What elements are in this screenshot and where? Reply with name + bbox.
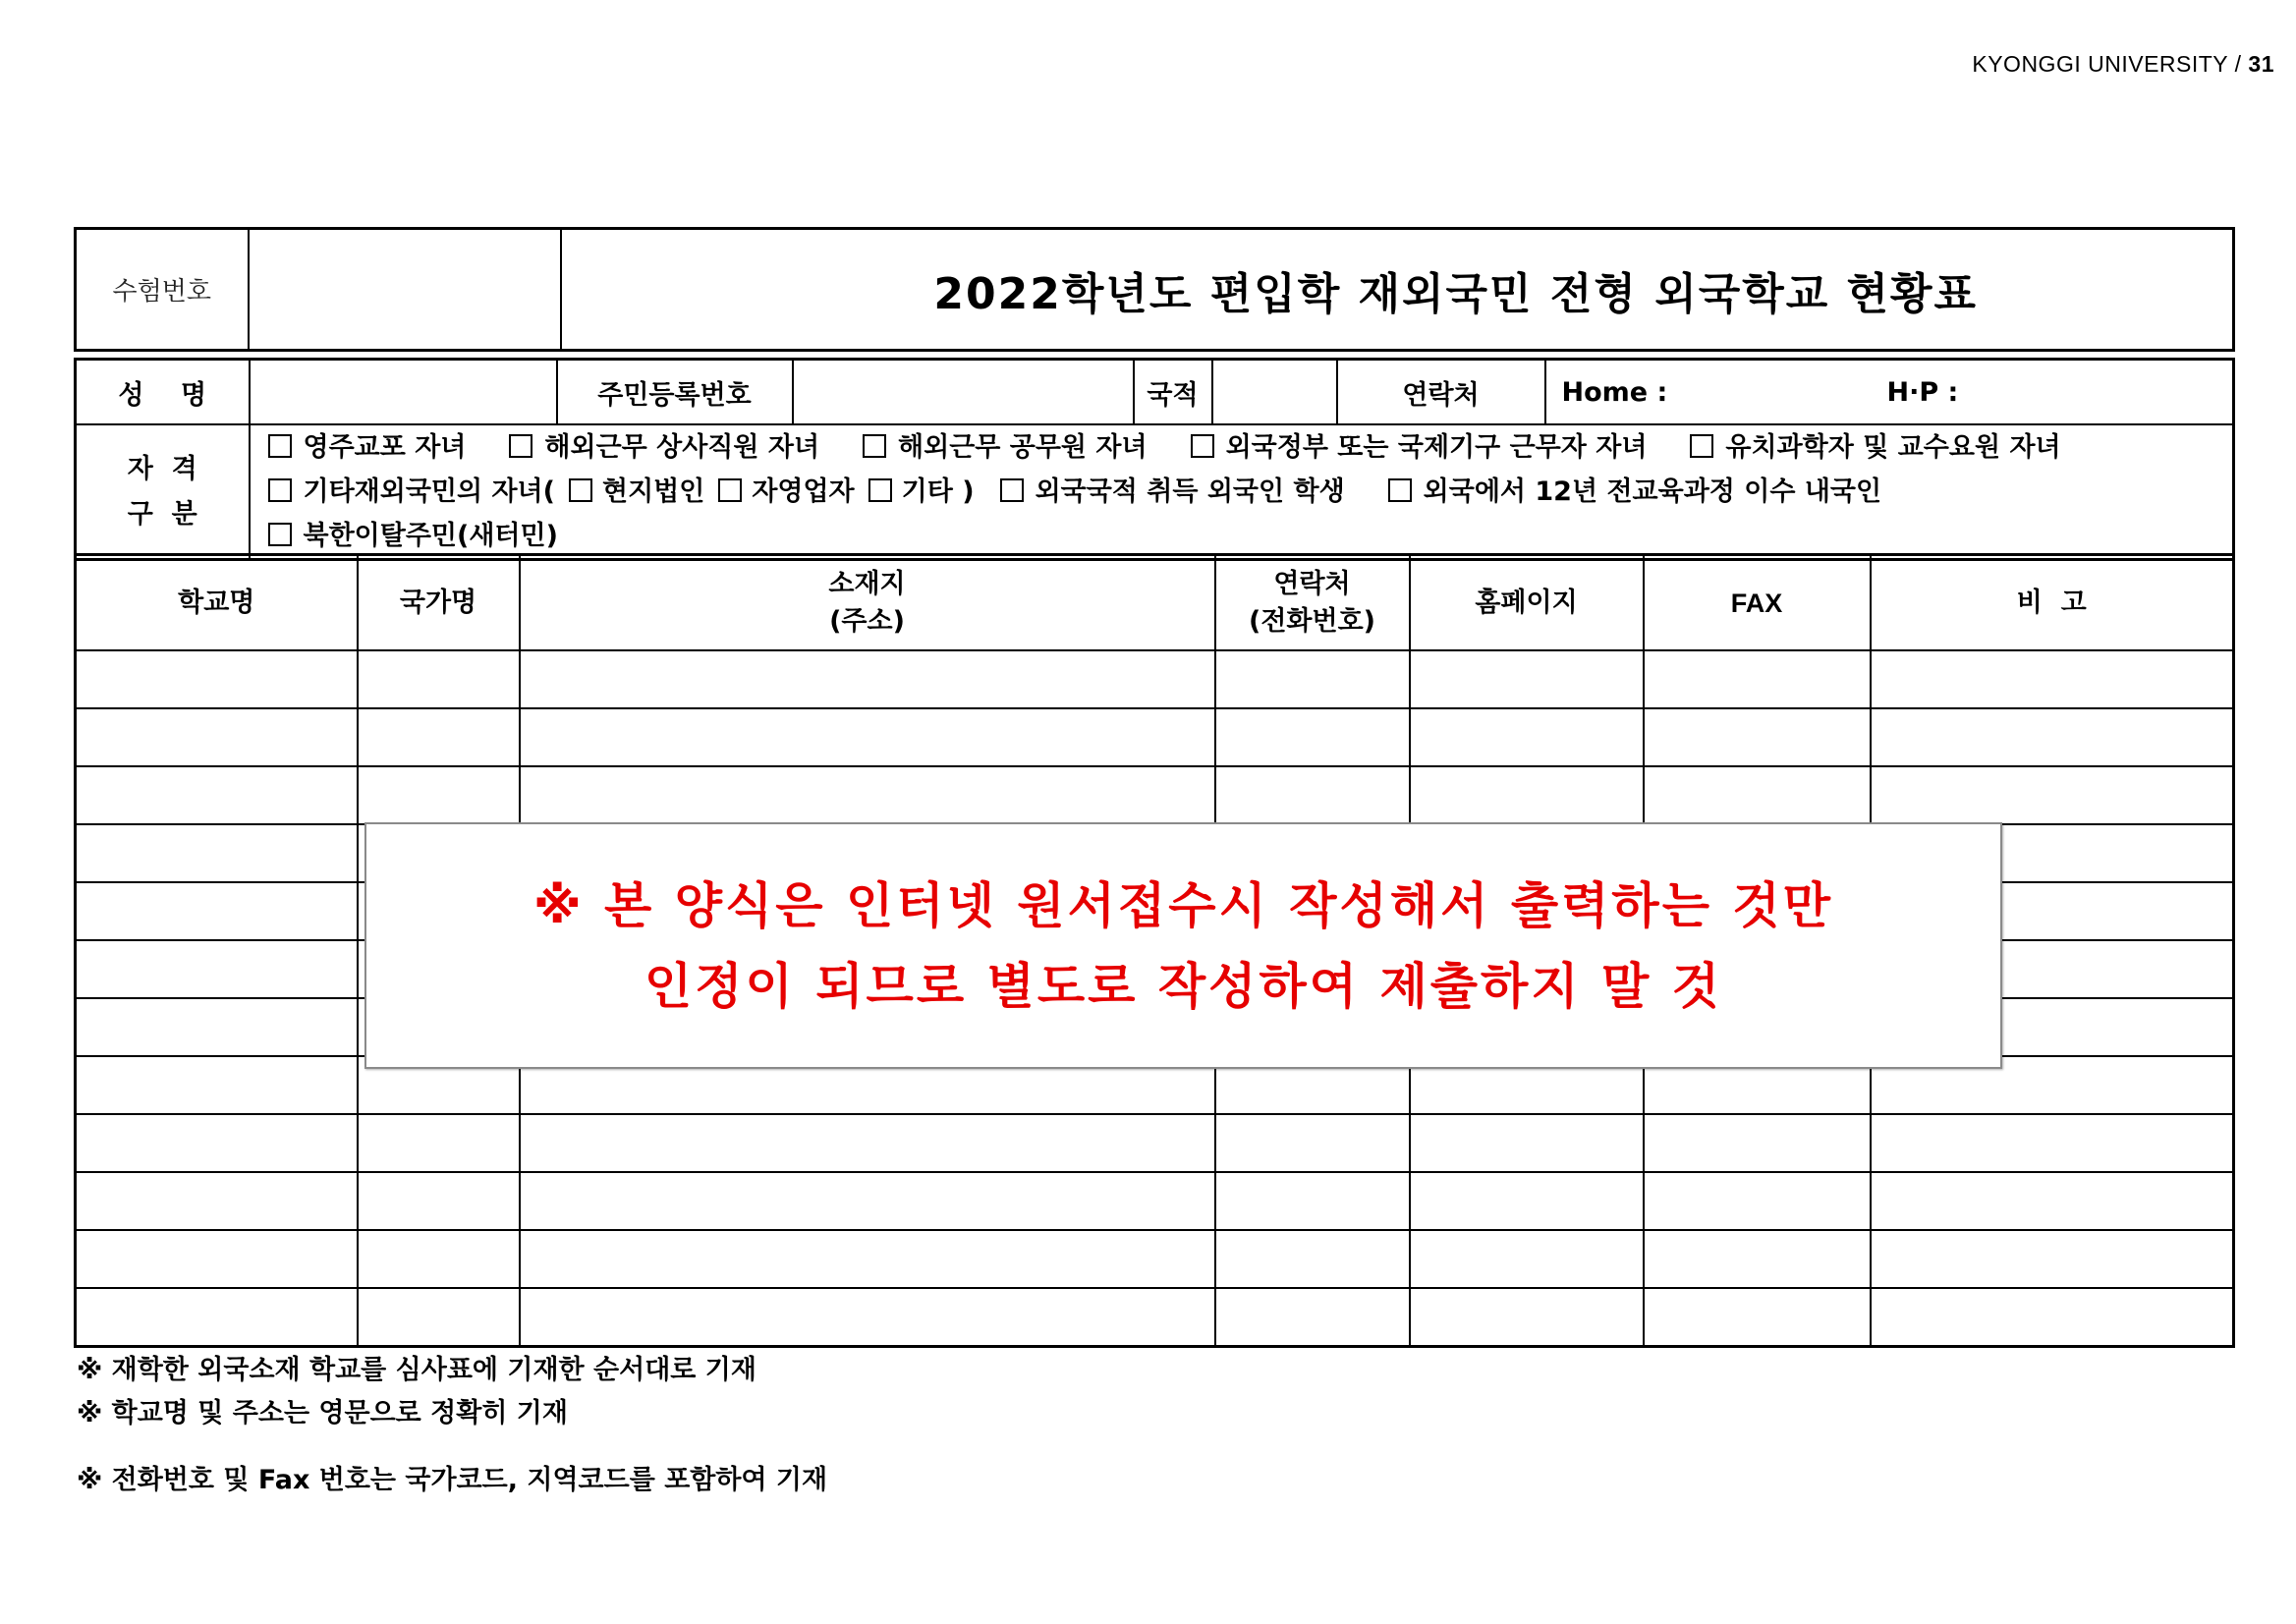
header-separator: / <box>2234 51 2242 77</box>
homepage-cell[interactable] <box>1410 1288 1644 1347</box>
footnote-2: ※ 학교명 및 주소는 영문으로 정확히 기재 <box>77 1398 568 1428</box>
fax-cell[interactable] <box>1644 1288 1871 1347</box>
address-cell[interactable] <box>520 650 1215 708</box>
remarks-cell[interactable] <box>1871 1230 2234 1288</box>
checkbox-icon[interactable] <box>1690 434 1713 458</box>
school-name-cell[interactable] <box>76 998 358 1056</box>
footnote-3: ※ 전화번호 및 Fax 번호는 국가코드, 지역코드를 포함하여 기재 <box>77 1465 828 1495</box>
homepage-cell[interactable] <box>1410 650 1644 708</box>
homepage-cell[interactable] <box>1410 1114 1644 1172</box>
university-name: KYONGGI UNIVERSITY <box>1972 51 2228 77</box>
country-cell[interactable] <box>358 1288 520 1347</box>
country-cell[interactable] <box>358 650 520 708</box>
remarks-cell[interactable] <box>1871 766 2234 824</box>
contact-cell[interactable] <box>1215 1172 1410 1230</box>
homepage-cell[interactable] <box>1410 1230 1644 1288</box>
option-overseas-government[interactable]: 해외근무 공무원 자녀 <box>863 432 1148 463</box>
school-name-cell[interactable] <box>76 882 358 940</box>
homepage-cell[interactable] <box>1410 708 1644 766</box>
qualification-row-2 <box>268 470 2225 514</box>
contact-cell[interactable] <box>1215 650 1410 708</box>
school-table-header <box>76 555 2234 651</box>
table-row <box>76 708 2234 766</box>
home-phone-label: Home : <box>1561 376 1668 408</box>
header-fax: FAX <box>1644 555 1871 651</box>
header-school-name: 학교명 <box>76 555 358 651</box>
checkbox-icon[interactable] <box>268 478 292 502</box>
fax-cell[interactable] <box>1644 1230 1871 1288</box>
option-self-employed: 자영업자 <box>752 476 855 507</box>
resident-id-field[interactable] <box>793 360 1134 425</box>
contact-cell[interactable] <box>1215 1114 1410 1172</box>
checkbox-icon[interactable] <box>868 478 892 502</box>
contact-cell[interactable] <box>1215 766 1410 824</box>
option-permanent-resident[interactable]: 영주교포 자녀 <box>268 432 467 463</box>
exam-number-field[interactable] <box>249 229 561 351</box>
option-local-corp: 현지법인 <box>601 476 705 507</box>
page-number: 31 <box>2248 51 2274 77</box>
table-row <box>76 766 2234 824</box>
header-country: 국가명 <box>358 555 520 651</box>
checkbox-icon[interactable] <box>509 434 532 458</box>
country-cell[interactable] <box>358 1172 520 1230</box>
address-cell[interactable] <box>520 1114 1215 1172</box>
option-foreign-government[interactable]: 외국정부 또는 국제기구 근무자 자녀 <box>1191 432 1648 463</box>
table-row <box>76 1288 2234 1347</box>
address-cell[interactable] <box>520 1230 1215 1288</box>
exam-number-label: 수험번호 <box>76 229 249 351</box>
checkbox-icon[interactable] <box>1000 478 1024 502</box>
footnote-1: ※ 재학한 외국소재 학교를 심사표에 기재한 순서대로 기재 <box>77 1355 756 1385</box>
fax-cell[interactable] <box>1644 1114 1871 1172</box>
table-row <box>76 1230 2234 1288</box>
checkbox-icon[interactable] <box>863 434 886 458</box>
nationality-field[interactable] <box>1212 360 1337 425</box>
country-cell[interactable] <box>358 766 520 824</box>
option-north-korean[interactable]: 북한이탈주민(새터민) <box>268 521 558 551</box>
address-cell[interactable] <box>520 766 1215 824</box>
address-cell[interactable] <box>520 1172 1215 1230</box>
contact-cell[interactable] <box>1215 1230 1410 1288</box>
homepage-cell[interactable] <box>1410 1172 1644 1230</box>
checkbox-icon[interactable] <box>268 523 292 546</box>
checkbox-icon[interactable] <box>718 478 742 502</box>
remarks-cell[interactable] <box>1871 1288 2234 1347</box>
checkbox-icon[interactable] <box>1388 478 1412 502</box>
school-name-cell[interactable] <box>76 1172 358 1230</box>
contact-label: 연락처 <box>1337 360 1545 425</box>
header-homepage: 홈페이지 <box>1410 555 1644 651</box>
qualification-label <box>76 424 250 560</box>
qualification-label-line2: 구 분 <box>127 498 197 530</box>
table-row <box>76 1114 2234 1172</box>
school-name-cell[interactable] <box>76 708 358 766</box>
option-other-close: ) <box>962 476 975 507</box>
table-row <box>76 650 2234 708</box>
option-other-label: 기타재외국민의 자녀( <box>303 476 555 507</box>
school-name-cell[interactable] <box>76 650 358 708</box>
remarks-cell[interactable] <box>1871 1114 2234 1172</box>
notice-line-1: ※ 본 양식은 인터넷 원서접수시 작성해서 출력하는 것만 <box>532 876 1834 934</box>
page-header <box>1972 51 2274 78</box>
option-etc: 기타 <box>901 476 953 507</box>
header-remarks: 비 고 <box>1871 555 2234 651</box>
resident-id-label: 주민등록번호 <box>557 360 793 425</box>
fax-cell[interactable] <box>1644 766 1871 824</box>
remarks-cell[interactable] <box>1871 708 2234 766</box>
checkbox-icon[interactable] <box>569 478 592 502</box>
country-cell[interactable] <box>358 1230 520 1288</box>
fax-cell[interactable] <box>1644 708 1871 766</box>
header-address: 소재지 (주소) <box>520 555 1215 651</box>
school-name-cell[interactable] <box>76 940 358 998</box>
qualification-row-3 <box>268 514 2225 558</box>
personal-info-table <box>74 358 2235 561</box>
nationality-label: 국적 <box>1134 360 1212 425</box>
school-name-cell[interactable] <box>76 1056 358 1114</box>
mobile-phone-label: H·P : <box>1886 376 1959 408</box>
school-name-cell[interactable] <box>76 1230 358 1288</box>
option-overseas-company[interactable]: 해외근무 상사직원 자녀 <box>509 432 819 463</box>
address-cell[interactable] <box>520 1288 1215 1347</box>
fax-cell[interactable] <box>1644 650 1871 708</box>
header-contact: 연락처 (전화번호) <box>1215 555 1410 651</box>
phone-fields[interactable] <box>1545 360 2234 425</box>
qualification-label-line1: 자 격 <box>127 453 197 484</box>
country-cell[interactable] <box>358 708 520 766</box>
country-cell[interactable] <box>358 1114 520 1172</box>
address-cell[interactable] <box>520 708 1215 766</box>
fax-cell[interactable] <box>1644 1172 1871 1230</box>
contact-cell[interactable] <box>1215 1288 1410 1347</box>
school-name-cell[interactable] <box>76 1114 358 1172</box>
checkbox-icon[interactable] <box>268 434 292 458</box>
name-field[interactable] <box>250 360 557 425</box>
contact-cell[interactable] <box>1215 708 1410 766</box>
checkbox-icon[interactable] <box>1191 434 1214 458</box>
school-name-cell[interactable] <box>76 766 358 824</box>
school-name-cell[interactable] <box>76 824 358 882</box>
notice-line-2: 인정이 되므로 별도로 작성하여 제출하지 말 것 <box>644 957 1723 1015</box>
notice-box <box>364 822 2002 1069</box>
document-title: 2022학년도 편입학 재외국민 전형 외국학교 현황표 <box>561 229 2234 351</box>
school-name-cell[interactable] <box>76 1288 358 1347</box>
title-table <box>74 227 2235 352</box>
option-12-year[interactable]: 외국에서 12년 전교육과정 이수 내국인 <box>1388 476 1881 507</box>
option-foreign-nationality[interactable]: 외국국적 취득 외국인 학생 <box>1000 476 1345 507</box>
homepage-cell[interactable] <box>1410 766 1644 824</box>
remarks-cell[interactable] <box>1871 1172 2234 1230</box>
name-label: 성 명 <box>76 360 250 425</box>
qualification-row-1 <box>268 425 2225 470</box>
option-scientist[interactable]: 유치과학자 및 교수요원 자녀 <box>1690 432 2060 463</box>
qualification-options <box>250 424 2234 560</box>
remarks-cell[interactable] <box>1871 650 2234 708</box>
table-row <box>76 1172 2234 1230</box>
